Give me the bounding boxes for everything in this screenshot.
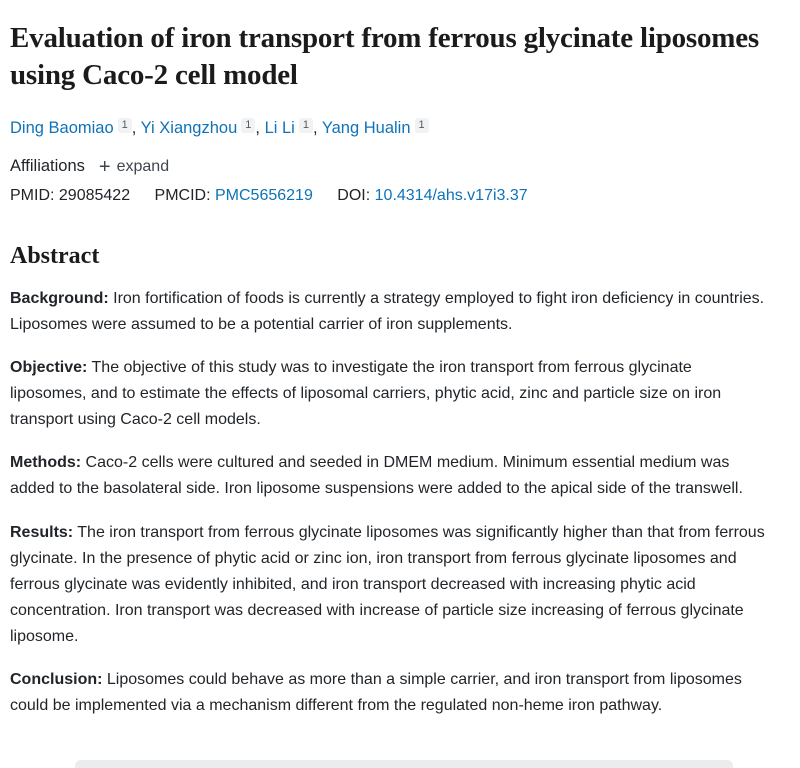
abstract-section: Methods: Caco-2 cells were cultured and seeded in DMEM medium. Minimum essential medium was added to the basolateral side. Iron liposome suspensions were added to the apical side of the transwell.	[10, 454, 743, 498]
author-separator: ,	[312, 119, 322, 138]
abstract-section: Background: Iron fortification of foods is currently a strategy employed to fight iron deficiency in countries. Liposomes were assumed to be a potential carrier of iron supplements.	[10, 289, 765, 334]
pmid-label: PMID:	[10, 186, 55, 204]
pmcid-label: PMCID:	[154, 186, 211, 204]
next-section-top-edge	[75, 760, 733, 768]
abstract-section-label: Objective:	[10, 359, 88, 377]
author-link[interactable]: Yang Hualin	[321, 119, 411, 138]
affiliations-label: Affiliations	[10, 157, 85, 176]
authors-list	[10, 116, 772, 141]
doi-group	[337, 187, 527, 204]
abstract-section: Objective: The objective of this study was to investigate the iron transport from ferrous glycinate liposomes, and to estimate the effects of liposomal carriers, phytic acid, zinc and particle size on iron transport using Caco-2 cell models.	[10, 359, 722, 429]
author-link[interactable]: Ding Baomiao	[10, 119, 114, 138]
pmid-value: 29085422	[58, 186, 131, 204]
expand-label: expand	[116, 157, 170, 175]
pmid-group	[10, 187, 135, 204]
abstract-body	[10, 286, 772, 719]
abstract-section: Results: The iron transport from ferrous glycinate liposomes was significantly higher than that from ferrous glycinate. In the presence of phytic acid or zinc ion, iron transport from ferrous glycinate liposomes and ferrous glycinate was evidently inhibited, and iron transport decreased with increasing phytic acid concentration. Iron transport was decreased with increase of particle size increasing of ferrous glycinate liposome.	[10, 523, 765, 645]
pmcid-group	[155, 187, 318, 204]
author-affiliation-superscript: 1	[118, 118, 132, 133]
author-affiliation-superscript: 1	[299, 118, 313, 133]
author-affiliation-superscript: 1	[241, 118, 255, 133]
article-title: Evaluation of iron transport from ferrous glycinate liposomes using Caco-2 cell model	[10, 22, 760, 92]
author-affiliation-superscript: 1	[415, 118, 429, 133]
abstract-section: Conclusion: Liposomes could behave as more than a simple carrier, and iron transport from liposomes could be implemented via a mechanism different from the regulated non-heme iron pathway.	[10, 670, 742, 714]
pmcid-link[interactable]: PMC5656219	[215, 186, 313, 204]
abstract-section-label: Results:	[10, 523, 74, 541]
affiliations-row	[10, 157, 772, 177]
doi-label: DOI:	[337, 186, 371, 204]
author-link[interactable]: Yi Xiangzhou	[140, 119, 238, 138]
abstract-section-label: Conclusion:	[10, 670, 103, 688]
author-link[interactable]: Li Li	[264, 119, 295, 138]
identifiers-row	[10, 187, 772, 205]
abstract-section-label: Background:	[10, 289, 109, 307]
author-separator: ,	[131, 119, 141, 138]
abstract-section-label: Methods:	[10, 454, 82, 472]
doi-link[interactable]: 10.4314/ahs.v17i3.37	[374, 186, 528, 204]
author-separator: ,	[255, 119, 265, 138]
plus-icon: +	[98, 155, 111, 178]
abstract-heading: Abstract	[10, 242, 100, 269]
affiliations-expand-button[interactable]	[99, 157, 169, 177]
